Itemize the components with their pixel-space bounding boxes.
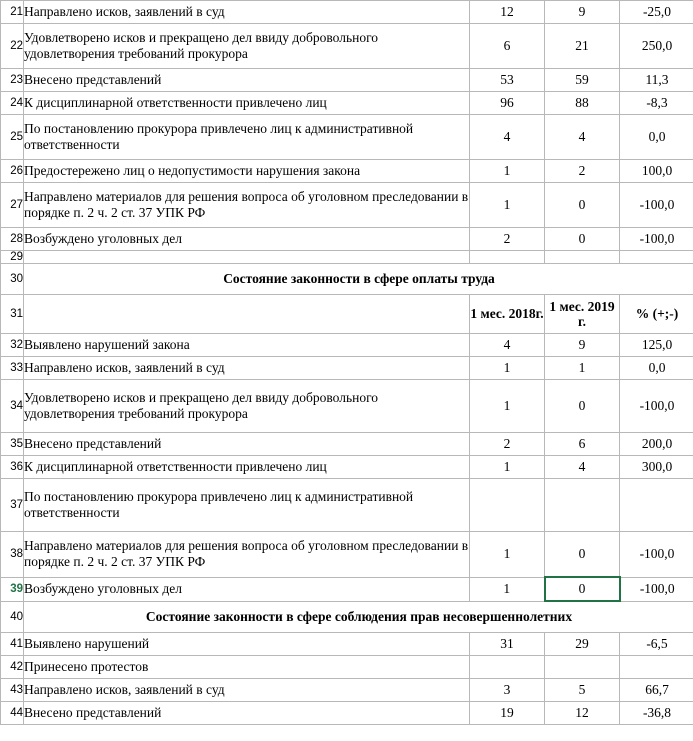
- row-label[interactable]: По постановлению прокурора привлечено лиц к административной ответственности: [24, 115, 470, 160]
- value-2018[interactable]: 1: [470, 532, 545, 578]
- value-2018[interactable]: 2: [470, 228, 545, 251]
- value-2018[interactable]: 4: [470, 115, 545, 160]
- table-row[interactable]: [1, 92, 693, 115]
- value-2019[interactable]: 12: [545, 702, 620, 725]
- value-2018[interactable]: 4: [470, 334, 545, 357]
- value-2019[interactable]: 9: [545, 334, 620, 357]
- table-row[interactable]: [1, 24, 693, 69]
- value-percent[interactable]: -100,0: [620, 532, 693, 578]
- value-percent[interactable]: 100,0: [620, 160, 693, 183]
- table-row[interactable]: [1, 532, 693, 578]
- value-2019[interactable]: 29: [545, 633, 620, 656]
- row-label[interactable]: Принесено протестов: [24, 656, 470, 679]
- row-header[interactable]: 27: [1, 183, 24, 228]
- row-header[interactable]: 38: [1, 532, 24, 578]
- table-row[interactable]: [1, 656, 693, 679]
- table-row[interactable]: [1, 702, 693, 725]
- row-label[interactable]: Направлено исков, заявлений в суд: [24, 357, 470, 380]
- empty-cell[interactable]: [470, 251, 545, 264]
- row-label[interactable]: Удовлетворено исков и прекращено дел ввиду добровольного удовлетворения требований прокурора: [24, 24, 470, 69]
- row-header[interactable]: 35: [1, 433, 24, 456]
- table-row[interactable]: [1, 69, 693, 92]
- value-2019[interactable]: 0: [545, 380, 620, 433]
- row-header[interactable]: 44: [1, 702, 24, 725]
- row-header-active[interactable]: 39: [1, 577, 24, 601]
- table-header-row[interactable]: [1, 295, 693, 334]
- value-2018[interactable]: 1: [470, 456, 545, 479]
- value-2018[interactable]: 12: [470, 1, 545, 24]
- row-header[interactable]: 33: [1, 357, 24, 380]
- row-header[interactable]: 37: [1, 479, 24, 532]
- section-banner-row[interactable]: [1, 601, 693, 633]
- value-2019[interactable]: 0: [545, 228, 620, 251]
- value-2018[interactable]: 31: [470, 633, 545, 656]
- row-label[interactable]: Направлено исков, заявлений в суд: [24, 1, 470, 24]
- row-label[interactable]: Направлено исков, заявлений в суд: [24, 679, 470, 702]
- value-percent[interactable]: 66,7: [620, 679, 693, 702]
- value-percent[interactable]: -8,3: [620, 92, 693, 115]
- value-percent[interactable]: -100,0: [620, 228, 693, 251]
- row-label[interactable]: Удовлетворено исков и прекращено дел ввиду добровольного удовлетворения требований прокурора: [24, 380, 470, 433]
- value-percent[interactable]: [620, 656, 693, 679]
- value-percent[interactable]: 300,0: [620, 456, 693, 479]
- row-label[interactable]: Выявлено нарушений: [24, 633, 470, 656]
- empty-cell[interactable]: [545, 251, 620, 264]
- row-header[interactable]: 23: [1, 69, 24, 92]
- value-2018[interactable]: 6: [470, 24, 545, 69]
- value-2019[interactable]: 0: [545, 532, 620, 578]
- value-2019[interactable]: 9: [545, 1, 620, 24]
- value-2018[interactable]: 1: [470, 183, 545, 228]
- table-row-selected[interactable]: [1, 577, 693, 601]
- row-header[interactable]: 22: [1, 24, 24, 69]
- table-body: [1, 1, 693, 725]
- value-percent[interactable]: 0,0: [620, 357, 693, 380]
- value-2019[interactable]: 4: [545, 456, 620, 479]
- section-banner-row[interactable]: [1, 264, 693, 295]
- table-row[interactable]: [1, 334, 693, 357]
- column-header-2019[interactable]: 1 мес. 2019 г.: [545, 295, 620, 334]
- row-label[interactable]: Внесено представлений: [24, 433, 470, 456]
- value-2019[interactable]: 21: [545, 24, 620, 69]
- value-2019[interactable]: 4: [545, 115, 620, 160]
- table-row-spacer[interactable]: [1, 251, 693, 264]
- row-header[interactable]: 29: [1, 251, 24, 264]
- table-row[interactable]: [1, 160, 693, 183]
- table-row[interactable]: [1, 357, 693, 380]
- table-row[interactable]: [1, 380, 693, 433]
- value-2019[interactable]: 1: [545, 357, 620, 380]
- row-header[interactable]: 25: [1, 115, 24, 160]
- column-header-label[interactable]: [24, 295, 470, 334]
- column-header-2018[interactable]: 1 мес. 2018г.: [470, 295, 545, 334]
- row-label[interactable]: Возбуждено уголовных дел: [24, 228, 470, 251]
- value-percent[interactable]: -6,5: [620, 633, 693, 656]
- value-2019[interactable]: 2: [545, 160, 620, 183]
- row-header[interactable]: 21: [1, 1, 24, 24]
- section-title-minors[interactable]: Состояние законности в сфере соблюдения прав несовершеннолетних: [24, 601, 693, 633]
- value-2019[interactable]: [545, 479, 620, 532]
- row-label[interactable]: По постановлению прокурора привлечено лиц к административной ответственности: [24, 479, 470, 532]
- empty-cell[interactable]: [620, 251, 693, 264]
- value-2018[interactable]: 96: [470, 92, 545, 115]
- row-label[interactable]: Возбуждено уголовных дел: [24, 577, 470, 601]
- value-percent[interactable]: -100,0: [620, 577, 693, 601]
- row-label[interactable]: Направлено материалов для решения вопроса об уголовном преследовании в порядке п. 2 ч. 2 ст. 37 УПК РФ: [24, 532, 470, 578]
- value-2018[interactable]: 53: [470, 69, 545, 92]
- table-row[interactable]: [1, 1, 693, 24]
- value-percent[interactable]: 250,0: [620, 24, 693, 69]
- value-2018[interactable]: 1: [470, 380, 545, 433]
- row-label[interactable]: Выявлено нарушений закона: [24, 334, 470, 357]
- row-header[interactable]: 30: [1, 264, 24, 295]
- row-label[interactable]: К дисциплинарной ответственности привлечено лиц: [24, 456, 470, 479]
- row-label[interactable]: К дисциплинарной ответственности привлечено лиц: [24, 92, 470, 115]
- value-2019[interactable]: 5: [545, 679, 620, 702]
- active-cell[interactable]: 0: [545, 577, 620, 601]
- table-row[interactable]: [1, 679, 693, 702]
- table-row[interactable]: [1, 479, 693, 532]
- value-2019[interactable]: 88: [545, 92, 620, 115]
- value-percent[interactable]: -100,0: [620, 380, 693, 433]
- row-label[interactable]: Направлено материалов для решения вопроса об уголовном преследовании в порядке п. 2 ч. 2 ст. 37 УПК РФ: [24, 183, 470, 228]
- value-2019[interactable]: 6: [545, 433, 620, 456]
- value-2018[interactable]: 3: [470, 679, 545, 702]
- value-percent[interactable]: -100,0: [620, 183, 693, 228]
- table-row[interactable]: [1, 228, 693, 251]
- section-title-wages[interactable]: Состояние законности в сфере оплаты труда: [24, 264, 693, 295]
- value-percent[interactable]: -36,8: [620, 702, 693, 725]
- value-2018[interactable]: [470, 479, 545, 532]
- table-row[interactable]: [1, 633, 693, 656]
- value-2019[interactable]: 0: [545, 183, 620, 228]
- row-header[interactable]: 28: [1, 228, 24, 251]
- row-header[interactable]: 24: [1, 92, 24, 115]
- row-header[interactable]: 40: [1, 601, 24, 633]
- value-2019[interactable]: 59: [545, 69, 620, 92]
- row-header[interactable]: 41: [1, 633, 24, 656]
- row-header[interactable]: 34: [1, 380, 24, 433]
- row-header[interactable]: 32: [1, 334, 24, 357]
- value-2018[interactable]: [470, 656, 545, 679]
- value-2019[interactable]: [545, 656, 620, 679]
- table-row[interactable]: [1, 456, 693, 479]
- value-percent[interactable]: -25,0: [620, 1, 693, 24]
- table-row[interactable]: [1, 183, 693, 228]
- row-header[interactable]: 42: [1, 656, 24, 679]
- value-percent[interactable]: 11,3: [620, 69, 693, 92]
- value-2018[interactable]: 1: [470, 160, 545, 183]
- value-percent[interactable]: 125,0: [620, 334, 693, 357]
- value-percent[interactable]: 200,0: [620, 433, 693, 456]
- empty-cell[interactable]: [24, 251, 470, 264]
- value-percent[interactable]: 0,0: [620, 115, 693, 160]
- value-2018[interactable]: 19: [470, 702, 545, 725]
- value-2018[interactable]: 1: [470, 357, 545, 380]
- row-header[interactable]: 36: [1, 456, 24, 479]
- row-header[interactable]: 43: [1, 679, 24, 702]
- value-2018[interactable]: 1: [470, 577, 545, 601]
- column-header-percent[interactable]: % (+;-): [620, 295, 693, 334]
- row-label[interactable]: Предостережено лиц о недопустимости нарушения закона: [24, 160, 470, 183]
- row-label[interactable]: Внесено представлений: [24, 69, 470, 92]
- table-row[interactable]: [1, 115, 693, 160]
- row-label[interactable]: Внесено представлений: [24, 702, 470, 725]
- table-row[interactable]: [1, 433, 693, 456]
- row-header[interactable]: 26: [1, 160, 24, 183]
- value-percent[interactable]: [620, 479, 693, 532]
- row-header[interactable]: 31: [1, 295, 24, 334]
- value-2018[interactable]: 2: [470, 433, 545, 456]
